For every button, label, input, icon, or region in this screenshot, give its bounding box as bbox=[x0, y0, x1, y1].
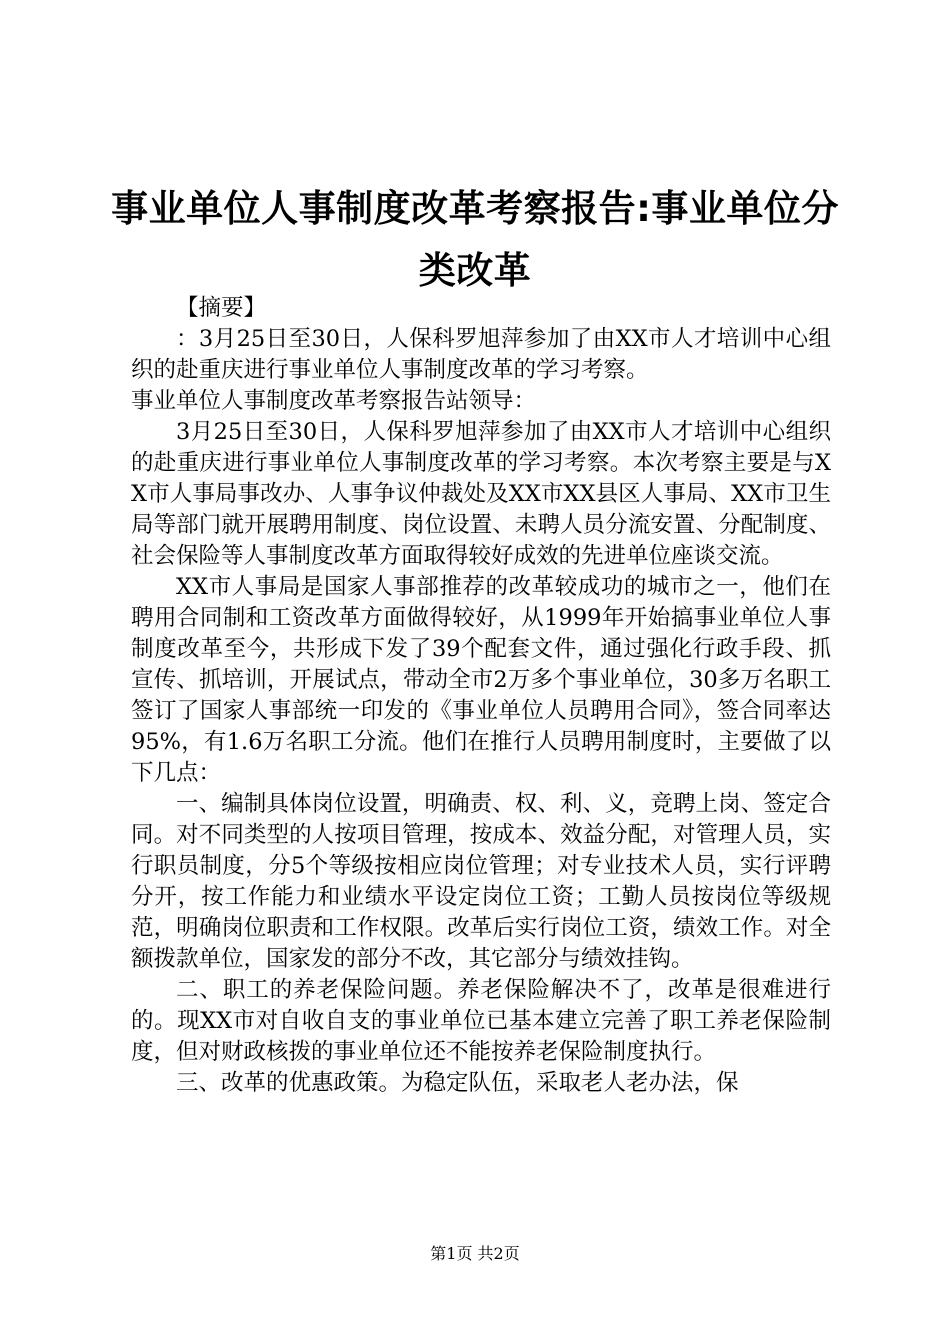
document-body bbox=[131, 293, 831, 1099]
document-title: 事业单位人事制度改革考察报告:事业单位分类改革 bbox=[111, 187, 839, 292]
point-three-paragraph: 三、改革的优惠政策。为稳定队伍，采取老人老办法，保 bbox=[176, 1070, 739, 1096]
greeting-paragraph: 事业单位人事制度改革考察报告站领导： bbox=[131, 388, 537, 414]
background-paragraph: XX市人事局是国家人事部推荐的改革较成功的城市之一，他们在聘用合同制和工资改革方面做得较好，从1999年开始搞事业单位人事制度改革至今，共形成下发了39个配套文件，通过强化行政手段、抓宣传、抓培训，开展试点，带动全市2万多个事业单位，30多万名职工签订了国家人事部统一印发的《事业单位人员聘用合同》，签合同率达95%，有1.6万名职工分流。他们在推行人员聘用制度时，主要做了以下几点： bbox=[131, 574, 831, 786]
point-two-paragraph: 二、职工的养老保险问题。养老保险解决不了，改革是很难进行的。现XX市对自收自支的事业单位已基本建立完善了职工养老保险制度，但对财政核拨的事业单位还不能按养老保险制度执行。 bbox=[131, 977, 831, 1065]
abstract-label: 【摘要】 bbox=[176, 295, 267, 321]
abstract-paragraph: ：3月25日至30日，人保科罗旭萍参加了由XX市人才培训中心组织的赴重庆进行事业单位人事制度改革的学习考察。 bbox=[131, 326, 831, 383]
point-one-paragraph: 一、编制具体岗位设置，明确责、权、利、义，竞聘上岗、签定合同。对不同类型的人按项目管理，按成本、效益分配，对管理人员，实行职员制度，分5个等级按相应岗位管理；对专业技术人员，实行评聘分开，按工作能力和业绩水平设定岗位工资；工勤人员按岗位等级规范，明确岗位职责和工作权限。改革后实行岗位工资，绩效工作。对全额拨款单位，国家发的部分不改，其它部分与绩效挂钩。 bbox=[131, 791, 831, 972]
page-footer: 第1页 共2页 bbox=[430, 1244, 520, 1263]
intro-paragraph: 3月25日至30日，人保科罗旭萍参加了由XX市人才培训中心组织的赴重庆进行事业单位人事制度改革的学习考察。本次考察主要是与XX市人事局事改办、人事争议仲裁处及XX市XX县区人事局、XX市卫生局等部门就开展聘用制度、岗位设置、未聘人员分流安置、分配制度、社会保险等人事制度改革方面取得较好成效的先进单位座谈交流。 bbox=[131, 419, 831, 569]
